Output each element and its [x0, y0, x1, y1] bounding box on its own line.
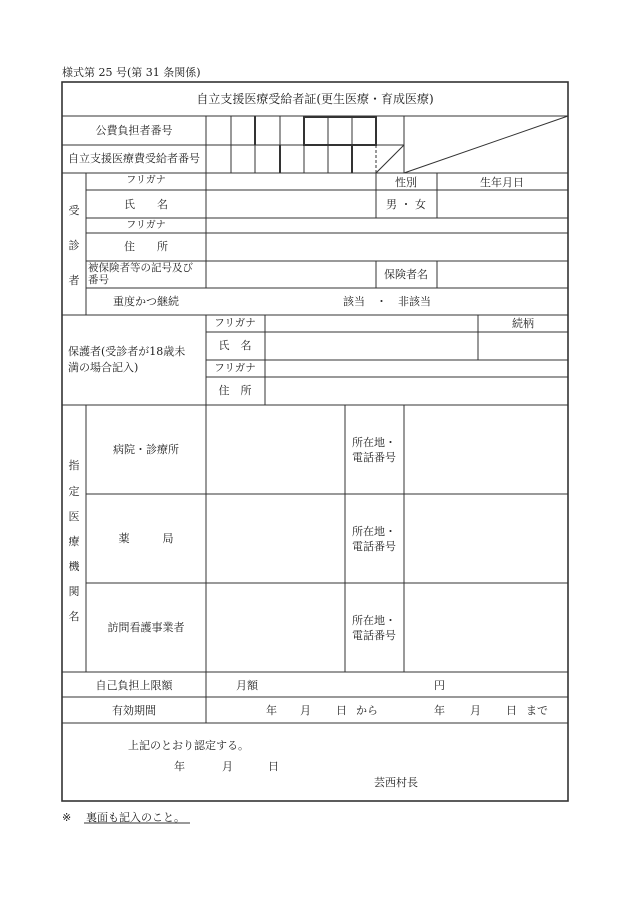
- guardian-furigana2-label: フリガナ: [214, 362, 256, 374]
- validity-from-month: 月: [300, 704, 311, 717]
- footnote-text: 裏面も記入のこと。: [86, 811, 185, 824]
- cert-day: 日: [268, 760, 279, 773]
- patient-name-label: 氏 名: [124, 198, 168, 211]
- sex-options: 男 ・ 女: [386, 198, 426, 211]
- inst-label-5: 機: [68, 560, 80, 573]
- severe-label: 重度かつ継続: [113, 295, 179, 308]
- relation-label: 続柄: [512, 317, 534, 330]
- limit-yen: 円: [434, 679, 445, 692]
- validity-from-day: 日: [336, 704, 347, 717]
- guardian-name-label: 氏 名: [218, 339, 252, 352]
- hospital-location-label-1: 所在地・: [352, 436, 396, 449]
- pharmacy-location-label-1: 所在地・: [352, 525, 396, 538]
- validity-to-month: 月: [470, 704, 481, 717]
- inst-label-3: 医: [68, 510, 80, 523]
- recipient-number-label: 自立支援医療費受給者番号: [68, 152, 200, 165]
- inst-label-7: 名: [68, 610, 80, 623]
- validity-label: 有効期間: [112, 704, 156, 717]
- inst-label-2: 定: [68, 485, 80, 498]
- nursing-label: 訪問看護事業者: [107, 621, 185, 634]
- severe-options: 該当 ・ 非該当: [343, 295, 431, 308]
- insurer-label: 保険者名: [384, 268, 428, 281]
- patient-furigana-label: フリガナ: [126, 175, 166, 186]
- validity-from: から: [356, 704, 378, 717]
- validity-to: まで: [526, 704, 548, 717]
- nursing-location-label-2: 電話番号: [352, 629, 396, 642]
- hospital-label: 病院・診療所: [113, 443, 179, 456]
- patient-furigana2-label: フリガナ: [126, 220, 166, 231]
- cert-issuer: 芸西村長: [374, 776, 418, 789]
- validity-from-year: 年: [266, 704, 277, 717]
- patient-section-label-3: 者: [68, 274, 80, 287]
- validity-to-year: 年: [434, 704, 445, 717]
- insured-label-1: 被保険者等の記号及び: [88, 262, 193, 274]
- birth-label: 生年月日: [480, 176, 524, 189]
- sex-label: 性別: [395, 176, 417, 189]
- cert-year: 年: [174, 760, 185, 773]
- limit-monthly: 月額: [236, 679, 258, 692]
- hospital-location-label-2: 電話番号: [352, 451, 396, 464]
- payer-number-label: 公費負担者番号: [95, 124, 173, 137]
- insured-label-2: 番号: [88, 274, 109, 286]
- patient-section-label-2: 診: [68, 239, 80, 252]
- limit-label: 自己負担上限額: [95, 679, 173, 692]
- patient-section-label-1: 受: [68, 204, 80, 217]
- cert-statement: 上記のとおり認定する。: [128, 739, 249, 752]
- form-title: 自立支援医療受給者証(更生医療・育成医療): [196, 92, 434, 106]
- inst-label-6: 関: [68, 585, 80, 598]
- inst-label-1: 指: [68, 459, 80, 472]
- patient-address-label: 住 所: [124, 240, 168, 253]
- validity-to-day: 日: [506, 704, 517, 717]
- guardian-address-label: 住 所: [218, 384, 252, 397]
- pharmacy-label: 薬 局: [118, 532, 174, 545]
- cert-month: 月: [222, 760, 233, 773]
- guardian-label-1: 保護者(受診者が18歳未: [68, 345, 186, 358]
- inst-label-4: 療: [68, 535, 80, 548]
- form-number: 様式第 25 号(第 31 条関係): [62, 66, 201, 79]
- guardian-furigana-label: フリガナ: [214, 317, 256, 329]
- nursing-location-label-1: 所在地・: [352, 614, 396, 627]
- pharmacy-location-label-2: 電話番号: [352, 540, 396, 553]
- guardian-label-2: 満の場合記入): [68, 361, 139, 374]
- footnote-mark: ※: [62, 811, 72, 824]
